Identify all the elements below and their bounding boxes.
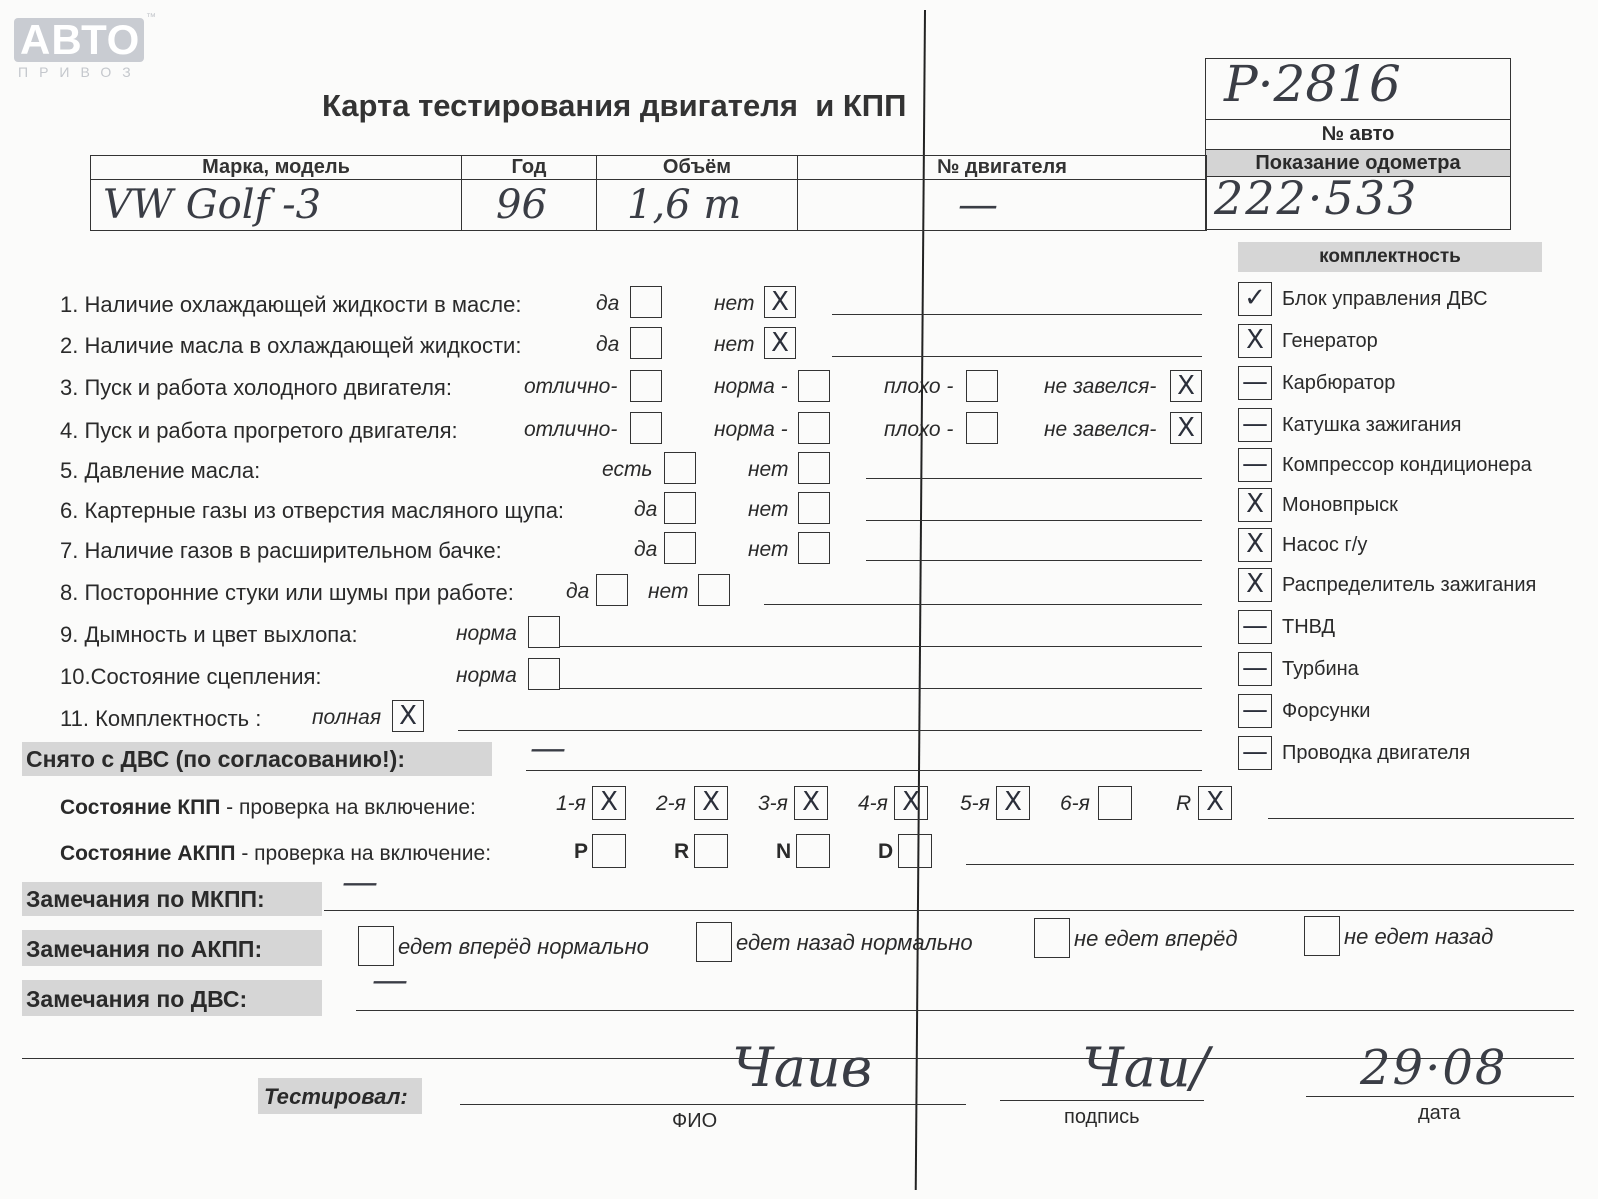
completeness-checkbox-4[interactable] [1238,448,1272,482]
note-line [1268,818,1574,819]
note-line [866,560,1202,561]
mark: X [1246,529,1264,559]
mark [597,575,627,605]
gear-r-checkbox[interactable] [1198,786,1232,820]
gear-3-checkbox[interactable] [794,786,828,820]
mark: — [1242,653,1268,683]
volume-value: 1,6 т [627,182,742,228]
opt-label: отлично- [524,375,618,398]
note-line [966,864,1574,865]
col-volume: Объём [597,156,798,180]
mark [799,493,829,523]
row-4: 4. Пуск и работа прогретого двигателя: [60,418,458,443]
opt-label: есть [602,458,653,481]
row-2-no-checkbox[interactable] [764,327,796,359]
opt-label: нет [748,458,789,481]
opt-label: да [634,538,658,561]
row-6-yes-checkbox[interactable] [664,492,696,524]
opt-label: да [634,498,658,521]
note-line [866,520,1202,521]
notes-dvs-value: — [372,960,408,1001]
completeness-checkbox-5[interactable] [1238,488,1272,522]
completeness-checkbox-6[interactable] [1238,528,1272,562]
row-3-excellent-checkbox[interactable] [630,370,662,402]
completeness-checkbox-0[interactable] [1238,282,1272,316]
row-1-no-checkbox[interactable] [764,286,796,318]
date-label: дата [1418,1102,1461,1124]
row-3-bad-checkbox[interactable] [966,370,998,402]
completeness-label: Блок управления ДВС [1282,288,1488,310]
page-title: Карта тестирования двигателя и КПП [322,88,907,123]
mark [799,453,829,483]
mark: X [1177,413,1195,443]
mark: — [1242,409,1268,439]
row-7: 7. Наличие газов в расширительном бачке: [60,538,502,563]
akpp-mode-label: P [574,840,589,863]
note-line [356,1010,1574,1011]
akpp-r-checkbox[interactable] [694,834,728,868]
completeness-label: Турбина [1282,658,1359,680]
opt-label: нет [714,292,755,315]
akpp-opt-label: не едет назад [1344,924,1494,949]
watermark-brand: АВТО [20,16,141,63]
row-9: 9. Дымность и цвет выхлопа: [60,622,358,647]
opt-label: да [596,292,620,315]
gear-label: 6-я [1060,792,1090,815]
row-8-no-checkbox[interactable] [698,574,730,606]
completeness-label: Компрессор кондиционера [1282,454,1532,476]
row-11-full-checkbox[interactable] [392,700,424,732]
mark: X [1206,787,1224,817]
completeness-checkbox-10[interactable] [1238,694,1272,728]
vehicle-table [90,155,1207,231]
kpp-label [60,796,476,820]
fio-line [460,1104,966,1105]
mark: X [771,328,789,358]
completeness-checkbox-1[interactable] [1238,324,1272,358]
row-11: 11. Комплектность : [60,706,262,731]
akpp-back-ok-checkbox[interactable] [696,922,732,962]
opt-label: норма [456,622,517,645]
akpp-p-checkbox[interactable] [592,834,626,868]
mark: — [1242,449,1268,479]
row-5: 5. Давление масла: [60,458,261,483]
notes-mkpp-value: — [342,862,378,903]
mark [799,413,829,443]
mark: X [702,787,720,817]
completeness-label: ТНВД [1282,616,1336,638]
tester-name: Чаив [732,1036,873,1099]
gear-4-checkbox[interactable] [894,786,928,820]
note-line [324,910,1574,911]
car-number-handwritten: P·2816 [1224,55,1401,113]
mark [1099,787,1131,819]
mark: X [399,701,417,731]
removed-label: Снято с ДВС (по согласованию!): [26,746,405,772]
row-3: 3. Пуск и работа холодного двигателя: [60,375,452,400]
mark [699,575,729,605]
mark [631,413,661,443]
note-line [866,478,1202,479]
model-value: VW Golf -3 [103,182,322,228]
completeness-checkbox-8[interactable] [1238,610,1272,644]
note-line [560,688,1202,689]
mark: X [1246,569,1264,599]
row-2-yes-checkbox[interactable] [630,327,662,359]
mark: X [1004,787,1022,817]
mark: X [600,787,618,817]
row-6-no-checkbox[interactable] [798,492,830,524]
note-line [832,314,1202,315]
mark [529,617,559,647]
mark: — [1242,611,1268,641]
mark: X [1246,325,1264,355]
akpp-mode-label: R [674,840,690,863]
row-1-yes-checkbox[interactable] [630,286,662,318]
row-1: 1. Наличие охлаждающей жидкости в масле: [60,292,522,317]
gear-label: 1-я [556,792,586,815]
year-value: 96 [496,182,547,228]
notes-akpp-label: Замечания по АКПП: [26,936,263,962]
mark: ✓ [1244,283,1266,313]
akpp-d-checkbox[interactable] [898,834,932,868]
row-9-normal-checkbox[interactable] [528,616,560,648]
opt-label: плохо - [884,375,954,398]
akpp-mode-label: D [878,840,894,863]
removed-value: — [530,728,566,769]
row-4-normal-checkbox[interactable] [798,412,830,444]
akpp-opt-label: не едет вперёд [1074,926,1238,951]
col-model: Марка, модель [91,156,462,180]
completeness-label: Моновпрыск [1282,494,1398,516]
watermark-tm: ™ [146,12,156,23]
kpp-label-bold: Состояние КПП [60,796,221,819]
row-4-excellent-checkbox[interactable] [630,412,662,444]
row-7-no-checkbox[interactable] [798,532,830,564]
mark: — [1242,737,1268,767]
mark [665,533,695,563]
completeness-label: Распределитель зажигания [1282,574,1537,596]
completeness-checkbox-11[interactable] [1238,736,1272,770]
opt-label: да [596,333,620,356]
engine-no-value: — [958,182,998,228]
mark [529,659,559,689]
mark [631,287,661,317]
akpp-label [60,842,491,866]
mark: X [802,787,820,817]
mark: — [1242,695,1268,725]
completeness-label: Проводка двигателя [1282,742,1471,764]
opt-label: полная [312,706,382,729]
row-8: 8. Посторонние стуки или шумы при работе: [60,580,514,605]
row-5-yes-checkbox[interactable] [664,452,696,484]
watermark-logo [14,12,156,80]
completeness-checkbox-9[interactable] [1238,652,1272,686]
opt-label: нет [748,498,789,521]
opt-label: нет [714,333,755,356]
watermark-sub: ПРИВОЗ [18,64,142,80]
akpp-no-back-checkbox[interactable] [1304,916,1340,956]
completeness-label: Насос г/у [1282,534,1368,556]
akpp-opt-label: едет назад нормально [736,930,973,955]
gear-5-checkbox[interactable] [996,786,1030,820]
akpp-no-forward-checkbox[interactable] [1034,918,1070,958]
row-3-nostart-checkbox[interactable] [1170,370,1202,402]
opt-label: да [566,580,590,603]
gear-1-checkbox[interactable] [592,786,626,820]
col-engine-no: № двигателя [798,156,1207,180]
mark [631,371,661,401]
row-6: 6. Картерные газы из отверстия масляного щупа: [60,498,565,523]
notes-mkpp-label: Замечания по МКПП: [26,886,265,912]
opt-label: норма [456,664,517,687]
mark: — [1242,367,1268,397]
sign-line [1000,1100,1204,1101]
sign-label: подпись [1064,1106,1140,1128]
akpp-label-rest: - проверка на включение: [235,842,492,865]
note-line [560,646,1202,647]
opt-label: нет [748,538,789,561]
mark: X [1177,371,1195,401]
car-number-label: № авто [1321,123,1395,145]
row-3-normal-checkbox[interactable] [798,370,830,402]
notes-dvs-label: Замечания по ДВС: [26,986,248,1012]
completeness-label: Карбюратор [1282,372,1396,394]
mark: X [1246,489,1264,519]
opt-label: плохо - [884,418,954,441]
akpp-mode-label: N [776,840,792,863]
completeness-checkbox-7[interactable] [1238,568,1272,602]
opt-label: не завелся- [1044,418,1157,441]
gear-label: R [1176,792,1192,815]
completeness-checkbox-2[interactable] [1238,366,1272,400]
completeness-checkbox-3[interactable] [1238,408,1272,442]
row-7-yes-checkbox[interactable] [664,532,696,564]
date-value: 29·08 [1360,1040,1508,1096]
mark [665,453,695,483]
mark [967,413,997,443]
mark [799,533,829,563]
gear-label: 5-я [960,792,990,815]
gear-label: 3-я [758,792,788,815]
row-2: 2. Наличие масла в охлаждающей жидкости: [60,333,522,358]
completeness-title: комплектность [1319,246,1461,267]
row-4-nostart-checkbox[interactable] [1170,412,1202,444]
mark [799,371,829,401]
col-year: Год [462,156,597,180]
signature: Чаи/ [1082,1036,1209,1099]
note-line [526,770,1202,771]
odometer-value: 222·533 [1214,171,1419,225]
opt-label: норма - [714,418,788,441]
completeness-label: Генератор [1282,330,1378,352]
mark [631,328,661,358]
gear-2-checkbox[interactable] [694,786,728,820]
car-number-box [1205,55,1511,230]
odometer-label: Показание одометра [1255,152,1461,174]
completeness-label: Катушка зажигания [1282,414,1462,436]
note-line [832,356,1202,357]
akpp-opt-label: едет вперёд нормально [398,934,649,959]
gear-6-checkbox[interactable] [1098,786,1132,820]
note-line [764,604,1202,605]
opt-label: нет [648,580,689,603]
tested-label: Тестировал: [264,1084,408,1109]
opt-label: отлично- [524,418,618,441]
date-line [1306,1096,1574,1097]
completeness-label: Форсунки [1282,700,1371,722]
mark [665,493,695,523]
akpp-label-bold: Состояние АКПП [60,842,236,865]
gear-label: 2-я [656,792,686,815]
row-10: 10.Состояние сцепления: [60,664,322,689]
opt-label: не завелся- [1044,375,1157,398]
mark: X [771,287,789,317]
akpp-n-checkbox[interactable] [796,834,830,868]
row-5-no-checkbox[interactable] [798,452,830,484]
mark [967,371,997,401]
gear-label: 4-я [858,792,888,815]
note-line [458,730,1202,731]
mark: X [902,787,920,817]
row-4-bad-checkbox[interactable] [966,412,998,444]
row-8-yes-checkbox[interactable] [596,574,628,606]
fio-label: ФИО [672,1110,718,1132]
row-10-normal-checkbox[interactable] [528,658,560,690]
kpp-label-rest: - проверка на включение: [220,796,476,819]
opt-label: норма - [714,375,788,398]
